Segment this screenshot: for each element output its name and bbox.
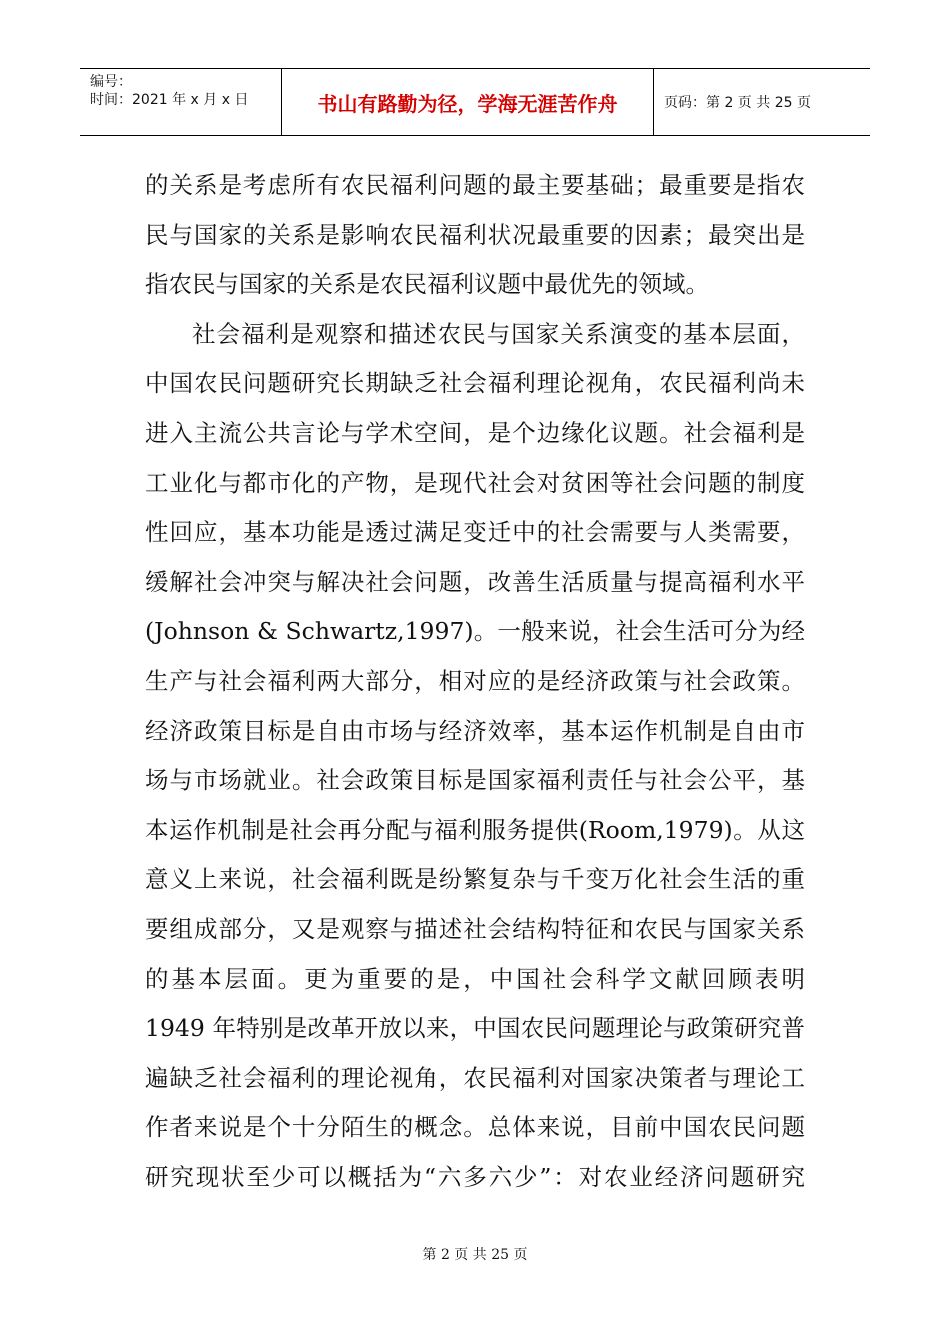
body-line: 进入主流公共言论与学术空间，是个边缘化议题。社会福利是 <box>145 418 805 447</box>
page-footer: 第 2 页 共 25 页 <box>422 1247 528 1263</box>
header-meta <box>80 69 282 135</box>
body-line: 民与国家的关系是影响农民福利状况最重要的因素；最突出是 <box>145 220 805 249</box>
body-line: 遍缺乏社会福利的理论视角，农民福利对国家决策者与理论工 <box>145 1063 805 1092</box>
body-line: 性回应，基本功能是透过满足变迁中的社会需要与人类需要， <box>145 518 805 547</box>
body-line: 1949 年特别是改革开放以来，中国农民问题理论与政策研究普 <box>145 1014 805 1043</box>
number-label: 编号： <box>90 74 132 90</box>
page-header <box>80 68 870 136</box>
body-line: 生产与社会福利两大部分，相对应的是经济政策与社会政策。 <box>145 666 805 695</box>
body-line: 研究现状至少可以概括为“六多六少”：对农业经济问题研究 <box>145 1162 805 1191</box>
body-line: 经济政策目标是自由市场与经济效率，基本运作机制是自由市 <box>145 716 805 745</box>
body-line: 缓解社会冲突与解决社会问题，改善生活质量与提高福利水平 <box>145 567 805 596</box>
header-page-code: 页码：第 2 页 共 25 页 <box>664 95 811 111</box>
header-motto: 书山有路勤为径，学海无涯苦作舟 <box>282 69 654 135</box>
body-line: 场与市场就业。社会政策目标是国家福利责任与社会公平，基 <box>145 766 805 795</box>
body-line: 工业化与都市化的产物，是现代社会对贫困等社会问题的制度 <box>145 468 805 497</box>
document-body <box>145 161 805 1202</box>
body-line: 作者来说是个十分陌生的概念。总体来说，目前中国农民问题 <box>145 1113 805 1142</box>
body-line: 指农民与国家的关系是农民福利议题中最优先的领域。 <box>145 270 709 299</box>
body-line: 本运作机制是社会再分配与福利服务提供(Room,1979)。从这 <box>145 815 805 844</box>
body-line: 社会福利是观察和描述农民与国家关系演变的基本层面， <box>192 319 805 348</box>
time-label: 时间：2021 年 x 月 x 日 <box>90 92 249 108</box>
body-line: 的基本层面。更为重要的是，中国社会科学文献回顾表明 <box>145 964 805 993</box>
body-line: 的关系是考虑所有农民福利问题的最主要基础；最重要是指农 <box>145 171 805 199</box>
body-line: (Johnson & Schwartz,1997)。一般来说，社会生活可分为经 <box>145 617 805 646</box>
body-line: 意义上来说，社会福利既是纷繁复杂与千变万化社会生活的重 <box>145 865 805 894</box>
body-line: 要组成部分，又是观察与描述社会结构特征和农民与国家关系 <box>145 914 805 943</box>
body-line: 中国农民问题研究长期缺乏社会福利理论视角，农民福利尚未 <box>145 369 805 398</box>
